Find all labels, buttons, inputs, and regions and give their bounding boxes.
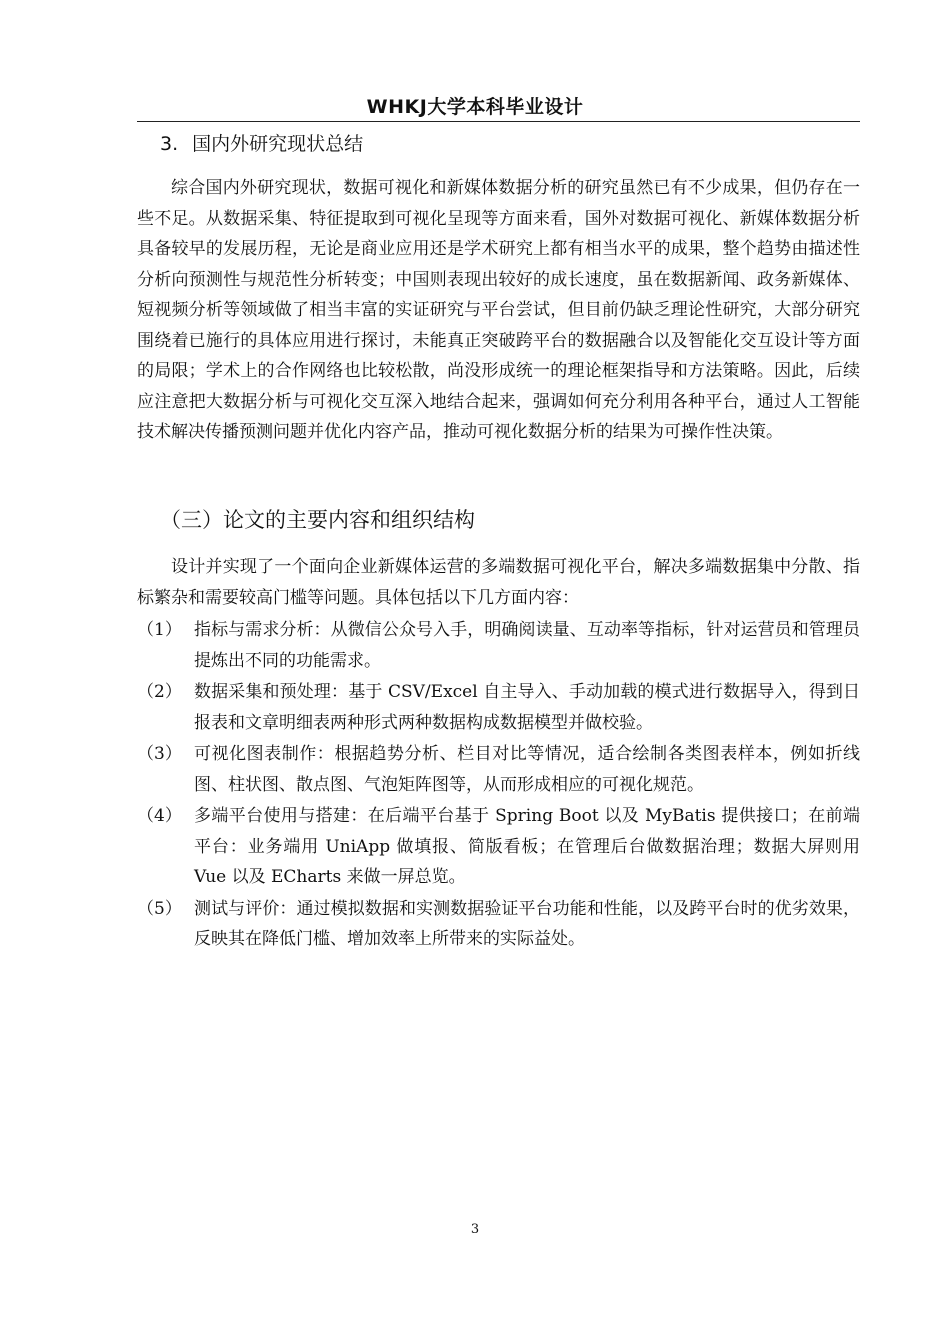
section-heading <box>160 131 363 157</box>
list-item-number: （1） <box>137 620 182 640</box>
section-number: 3. <box>160 133 179 155</box>
list-item-text: 可视化图表制作：根据趋势分析、栏目对比等情况，适合绘制各类图表样本，例如折线图、柱状图、散点图、气泡矩阵图等，从而形成相应的可视化规范。 <box>194 744 860 795</box>
list-item-number: （4） <box>137 806 182 826</box>
list-item-text: 测试与评价：通过模拟数据和实测数据验证平台功能和性能，以及跨平台时的优劣效果，反映其在降低门槛、增加效率上所带来的实际益处。 <box>194 898 860 949</box>
list-item-number: （2） <box>137 682 182 702</box>
list-item-number: （5） <box>137 898 182 919</box>
page-header-title: WHKJ大学本科毕业设计 <box>366 96 584 118</box>
list-item <box>137 615 860 676</box>
list-item-text: 指标与需求分析：从微信公众号入手，明确阅读量、互动率等指标，针对运营员和管理员提炼出不同的功能需求。 <box>194 620 860 671</box>
content-list <box>137 615 860 956</box>
section-paragraph: 综合国内外研究现状，数据可视化和新媒体数据分析的研究虽然已有不少成果，但仍存在一些不足。从数据采集、特征提取到可视化呈现等方面来看，国外对数据可视化、新媒体数据分析具备较早的发展历程，无论是商业应用还是学术研究上都有相当水平的成果，整个趋势由描述性分析向预测性与规范性分析转变；中国则表现出较好的成长速度，虽在数据新闻、政务新媒体、短视频分析等领域做了相当丰富的实证研究与平台尝试，但目前仍缺乏理论性研究，大部分研究围绕着已施行的具体应用进行探讨，未能真正突破跨平台的数据融合以及智能化交互设计等方面的局限；学术上的合作网络也比较松散，尚没形成统一的理论框架指导和方法策略。因此，后续应注意把大数据分析与可视化交互深入地结合起来，强调如何充分利用各种平台，通过人工智能技术解决传播预测问题并优化内容产品，推动可视化数据分析的结果为可操作性决策。 <box>137 178 860 442</box>
list-item-text: 数据采集和预处理：基于 CSV/Excel 自主导入、手动加载的模式进行数据导入，得到日报表和文章明细表两种形式两种数据构成数据模型并做校验。 <box>194 682 860 733</box>
section-title: 国内外研究现状总结 <box>192 133 364 155</box>
header-divider <box>137 121 860 122</box>
list-item-number: （3） <box>137 744 182 764</box>
list-item <box>137 739 860 800</box>
list-item-text: 多端平台使用与搭建：在后端平台基于 Spring Boot 以及 MyBatis 提供接口；在前端平台：业务端用 UniApp 做填报、简版看板；在管理后台做数据治理；数据大屏则用 Vue 以及 ECharts 来做一屏总览。 <box>194 806 860 887</box>
subsection-heading: （三）论文的主要内容和组织结构 <box>160 508 475 532</box>
subsection-intro-paragraph: 设计并实现了一个面向企业新媒体运营的多端数据可视化平台，解决多端数据集中分散、指标繁杂和需要较高门槛等问题。具体包括以下几方面内容： <box>137 557 860 608</box>
list-item <box>137 801 860 893</box>
list-item <box>137 677 860 738</box>
list-item <box>137 894 860 955</box>
page-number: 3 <box>470 1222 480 1237</box>
